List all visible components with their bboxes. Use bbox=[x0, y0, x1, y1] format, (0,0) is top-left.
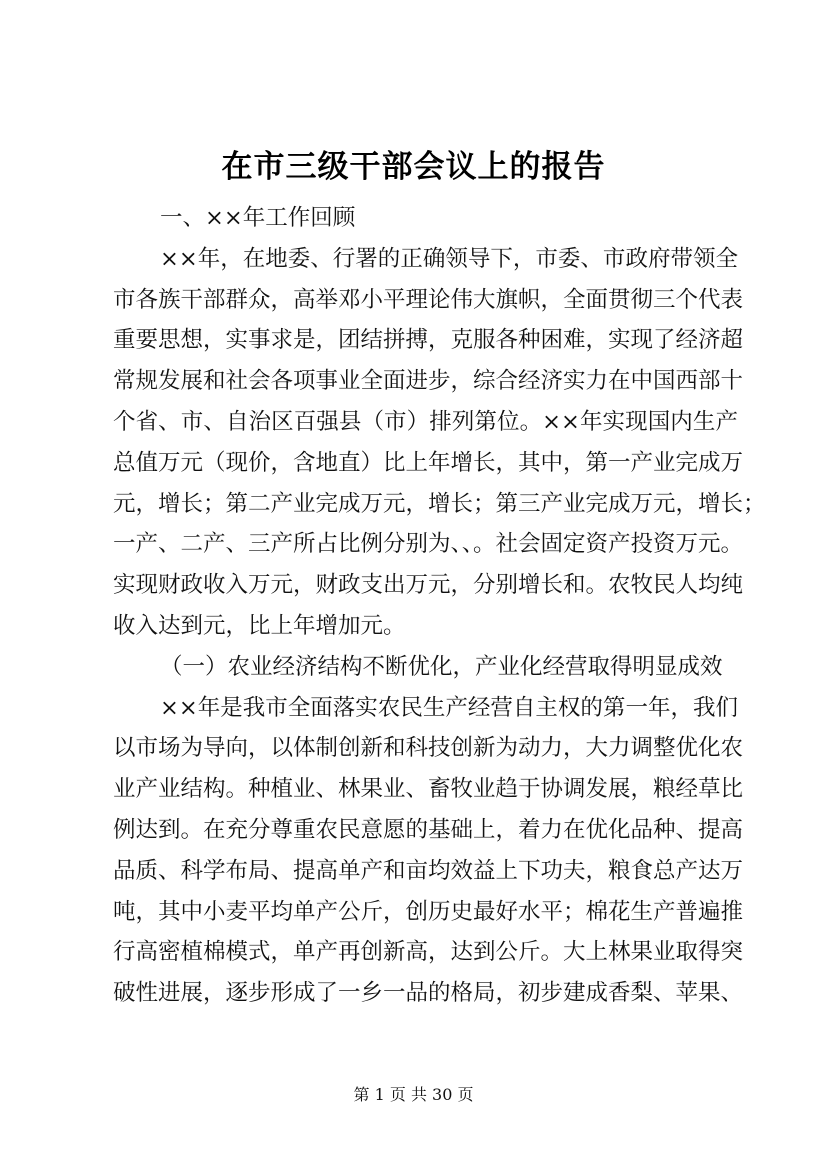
paragraph-line: 元，增长；第二产业完成万元，增长；第三产业完成万元，增长； bbox=[113, 490, 766, 517]
paragraph-line: 收入达到元，比上年增加元。 bbox=[113, 612, 406, 639]
paragraph-line: ××年是我市全面落实农民生产经营自主权的第一年，我们 bbox=[160, 694, 738, 721]
paragraph-line: 例达到。在充分尊重农民意愿的基础上，着力在优化品种、提高 bbox=[113, 816, 744, 843]
paragraph-line: 个省、市、自治区百强县（市）排列第位。××年实现国内生产 bbox=[113, 408, 738, 435]
subsection-heading: （一）农业经济结构不断优化，产业化经营取得明显成效 bbox=[160, 653, 723, 680]
paragraph-line: 吨，其中小麦平均单产公斤，创历史最好水平；棉花生产普遍推 bbox=[113, 898, 744, 925]
paragraph-line: 品质、科学布局、提高单产和亩均效益上下功夫，粮食总产达万 bbox=[113, 857, 744, 884]
paragraph-line: 一产、二产、三产所占比例分别为、、。社会固定资产投资万元。 bbox=[113, 531, 744, 558]
paragraph-line: 市各族干部群众，高举邓小平理论伟大旗帜，全面贯彻三个代表 bbox=[113, 286, 744, 313]
paragraph-line: 常规发展和社会各项事业全面进步，综合经济实力在中国西部十 bbox=[113, 368, 744, 395]
section-heading: 一、××年工作回顾 bbox=[160, 205, 356, 231]
paragraph-line: 以市场为导向，以体制创新和科技创新为动力，大力调整优化农 bbox=[113, 735, 744, 762]
document-body bbox=[113, 198, 766, 1014]
paragraph-line: ××年，在地委、行署的正确领导下，市委、市政府带领全 bbox=[160, 245, 738, 272]
paragraph-line: 行高密植棉模式，单产再创新高，达到公斤。大上林果业取得突 bbox=[113, 939, 744, 966]
paragraph-line: 业产业结构。种植业、林果业、畜牧业趋于协调发展，粮经草比 bbox=[113, 776, 744, 803]
paragraph-line: 重要思想，实事求是，团结拼搏，克服各种困难，实现了经济超 bbox=[113, 327, 744, 354]
page-number-footer: 第 1 页 共 30 页 bbox=[353, 1085, 474, 1104]
paragraph-line: 实现财政收入万元，财政支出万元，分别增长和。农牧民人均纯 bbox=[113, 572, 744, 599]
document-title: 在市三级干部会议上的报告 bbox=[221, 149, 606, 185]
paragraph-line: 破性进展，逐步形成了一乡一品的格局，初步建成香梨、苹果、 bbox=[113, 980, 744, 1007]
paragraph-line: 总值万元（现价，含地直）比上年增长，其中，第一产业完成万 bbox=[113, 449, 744, 476]
